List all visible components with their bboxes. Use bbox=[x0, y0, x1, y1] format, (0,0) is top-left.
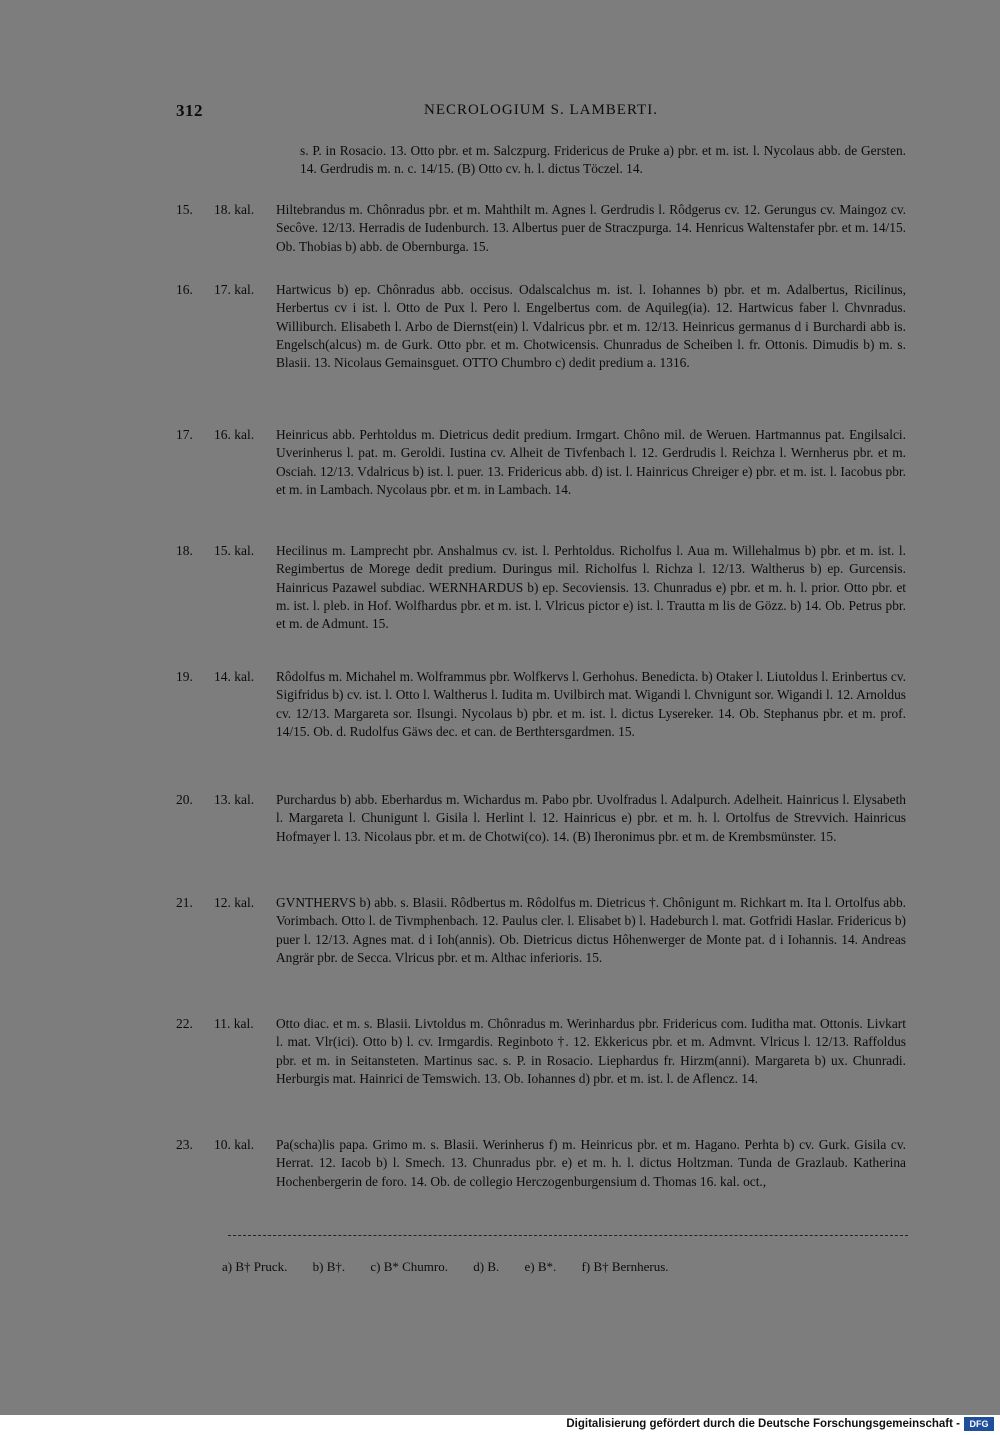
page-header bbox=[176, 101, 906, 125]
footnote-c: c) B* Chumro. bbox=[370, 1259, 448, 1274]
entry-number: 22. bbox=[176, 1016, 193, 1031]
entry-text: Heinricus abb. Perhtoldus m. Dietricus dedit predium. Irmgart. Chôno mil. de Weruen. Hartmannus pat. Engilsalci. Uverinherus l. pat. m. Geroldi. Iustina cv. Alheit de Tivfenbach l. 12. Gerdrudis l. Reichza l. Wernherus pbr. et m. Osciah. 12/13. Vdalricus b) ist. l. puer. 13. Fridericus abb. d) ist. l. Hainricus Chreiger e) pbr. et m. ist. l. Iacobus pbr. et m. in Lambach. Nycolaus pbr. et m. in Lambach. 14. bbox=[276, 427, 906, 497]
entry-number: 21. bbox=[176, 895, 193, 910]
entry-number: 19. bbox=[176, 669, 193, 684]
footnote-f: f) B† Bernherus. bbox=[581, 1259, 669, 1274]
entry-kalends: 18. kal. bbox=[214, 202, 255, 217]
entry-number: 17. bbox=[176, 427, 193, 442]
entry-text: Hartwicus b) ep. Chônradus abb. occisus. Odalscalchus m. ist. l. Iohannes b) pbr. et m. Adalbertus, Ricilinus, Herbertus cv i ist. l. Otto de Pux l. Pero l. Engelbertus com. de Aquileg(ia). 12. Hartwicus faber l. Chvnradus. Williburch. Elisabeth l. Arbo de Diernst(ein) l. Vdalricus pbr. et m. 12/13. Heinricus germanus d i Burchardi abb is. Engelsch(alcus) m. de Gurk. Otto pbr. et m. Chotwicensis. Chunradus de Scheiben l. fr. Ottonis. Dimudis b) m. s. Blasii. 13. Nicolaus Gemainsguet. OTTO Chumbro c) dedit predium a. 1316. bbox=[276, 282, 906, 371]
entry-kalends: 10. kal. bbox=[214, 1137, 255, 1152]
entry-kalends: 11. kal. bbox=[214, 1016, 254, 1031]
entry-number: 16. bbox=[176, 282, 193, 297]
funding-credit: Digitalisierung gefördert durch die Deutsche Forschungsgemeinschaft - bbox=[566, 1418, 960, 1430]
entry-kalends: 17. kal. bbox=[214, 282, 255, 297]
entry-number: 20. bbox=[176, 792, 193, 807]
entry-kalends: 14. kal. bbox=[214, 669, 255, 684]
entry-kalends: 13. kal. bbox=[214, 792, 255, 807]
entry-kalends: 15. kal. bbox=[214, 543, 255, 558]
entry-kalends: 12. kal. bbox=[214, 895, 255, 910]
footnote-separator bbox=[228, 1235, 908, 1236]
entry-text: GVNTHERVS b) abb. s. Blasii. Rôdbertus m. Rôdolfus m. Dietricus †. Chônigunt m. Richkart m. Ita l. Ortolfus abb. Vorimbach. Otto l. de Tivmphenbach. 12. Paulus cler. l. Elisabet b) l. Hadeburch l. mat. Gotfridi Haslar. Fridericus b) puer l. 12/13. Agnes mat. d i Ioh(annis). Ob. Dietricus dictus Hôhenwerger de Monte pat. d i Iohannis. 14. Andreas Angrär pbr. de Secca. Vlricus pbr. et m. Althac inferioris. 15. bbox=[276, 895, 906, 965]
footnotes bbox=[222, 1259, 922, 1275]
entry-text: Otto diac. et m. s. Blasii. Livtoldus m. Chônradus m. Werinhardus pbr. Fridericus com. Iuditha mat. Ottonis. Livkart l. mat. Vlr(ici). Otto b) l. cv. Irmgardis. Reginboto †. 12. Ekkericus pbr. et m. Admvnt. Vlricus l. 12/13. Raffoldus pbr. et m. in Seitansteten. Martinus sac. s. P. in Rosacio. Liephardus fr. Hirzm(anni). Margareta b) ux. Chunradi. Herburgis mat. Hainrici de Temswich. 13. Ob. Iohannes d) pbr. et m. ist. l. de Aflencz. 14. bbox=[276, 1016, 906, 1086]
footnote-e: e) B*. bbox=[524, 1259, 557, 1274]
dfg-logo: DFG bbox=[964, 1417, 994, 1431]
entry-text: Purchardus b) abb. Eberhardus m. Wichardus m. Pabo pbr. Uvolfradus l. Adalpurch. Adelheit. Hainricus l. Elysabeth l. Margareta l. Chunigunt l. Gisila l. Herlint l. 12. Hainricus e) pbr. et m. h. l. Ortolfus de Strevvich. Hainricus Hofmayer l. 13. Nicolaus pbr. et m. de Chotwi(co). 14. (B) Iheronimus pbr. et m. de Krembsmünster. 15. bbox=[276, 792, 906, 844]
entry-text: Rôdolfus m. Michahel m. Wolframmus pbr. Wolfkervs l. Gerhohus. Benedicta. b) Otaker l. Liutoldus l. Erinbertus cv. Sigifridus b) cv. ist. l. Otto l. Waltherus l. Iudita m. Uvilbirch mat. Wigandi l. Chvnigunt sor. Wigandi l. 12. Arnoldus cv. 12/13. Margareta sor. Ilsungi. Nycolaus b) pbr. et m. ist. l. dictus Lysereker. 14. Ob. Stephanus pbr. et m. prof. 14/15. Ob. d. Rudolfus Gäws dec. et can. de Berthtersgardmen. 15. bbox=[276, 669, 906, 739]
entry-text: Pa(scha)lis papa. Grimo m. s. Blasii. Werinherus f) m. Heinricus pbr. et m. Hagano. Perhta b) cv. Gurk. Gisila cv. Herrat. 12. Iacob b) l. Smech. 13. Chunradus pbr. e) et m. h. l. dictus Holtzman. Tunda de Grazlaub. Katherina Hochenbergerin de foro. 14. Ob. de collegio Herczogenburgensium d. Thomas 16. kal. oct., bbox=[276, 1137, 906, 1189]
footnote-b: b) B†. bbox=[312, 1259, 346, 1274]
running-title: NECROLOGIUM S. LAMBERTI. bbox=[424, 102, 658, 118]
page-number: 312 bbox=[176, 101, 203, 120]
entry-kalends: 16. kal. bbox=[214, 427, 255, 442]
entry-text: Hiltebrandus m. Chônradus pbr. et m. Mahthilt m. Agnes l. Gerdrudis l. Rôdgerus cv. 12. Gerungus cv. Maingoz cv. Secôve. 12/13. Herradis de Iudenburch. 13. Albertus puer de Straczpurga. 14. Henricus Waltenstafer pbr. et m. 14/15. Ob. Thobias b) abb. de Obernburga. 15. bbox=[276, 202, 906, 254]
digitization-footer bbox=[0, 1415, 1000, 1435]
entry-number: 23. bbox=[176, 1137, 193, 1152]
entry-number: 15. bbox=[176, 202, 193, 217]
footnote-d: d) B. bbox=[473, 1259, 500, 1274]
footnote-a: a) B† Pruck. bbox=[222, 1259, 288, 1274]
entry-text: s. P. in Rosacio. 13. Otto pbr. et m. Salczpurg. Fridericus de Pruke a) pbr. et m. ist. l. Nycolaus abb. de Gersten. 14. Gerdrudis m. n. c. 14/15. (B) Otto cv. h. l. dictus Töczel. 14. bbox=[300, 143, 906, 177]
entry-text: Hecilinus m. Lamprecht pbr. Anshalmus cv. ist. l. Perhtoldus. Richolfus l. Aua m. Willehalmus b) pbr. et m. ist. l. Regimbertus de Morege dedit predium. Duringus mil. Richolfus l. Richza l. 12/13. Waltherus b) ep. Gurcensis. Hainricus Pazawel subdiac. WERNHARDUS b) ep. Secoviensis. 13. Chunradus e) pbr. et m. h. l. prior. Otto pbr. et m. ist. l. pleb. in Hof. Wolfhardus pbr. et m. ist. l. Vlricus pictor e) ist. l. Trautta m lis de Gözz. b) 14. Ob. Petrus pbr. et m. de Admunt. 15. bbox=[276, 543, 906, 632]
entry-number: 18. bbox=[176, 543, 193, 558]
